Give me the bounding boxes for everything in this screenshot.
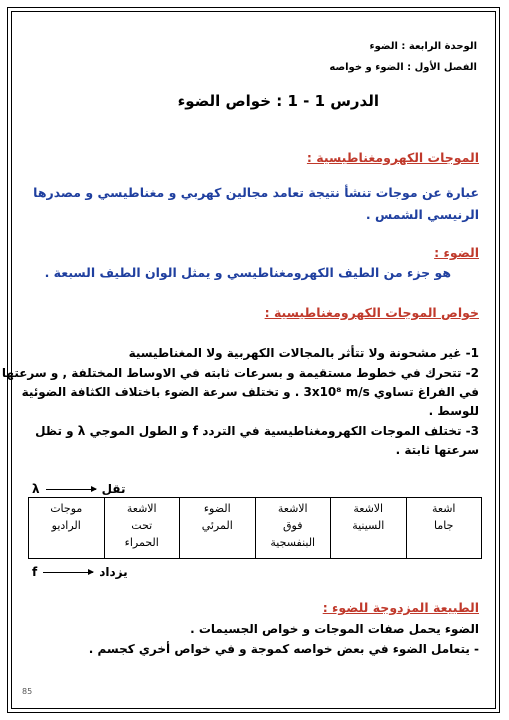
chapter-header: الفصل الأول : الضوء و خواصه	[329, 62, 477, 73]
f-trend-label: يزداد	[99, 565, 128, 579]
frequency-trend	[32, 565, 128, 579]
em-spectrum-table	[28, 497, 482, 559]
spectrum-cell-gamma: اشعة جاما	[406, 498, 482, 559]
property-2-line2: في الفراغ تساوي 3x10⁸ m/s . و تختلف سرعة الضوء باختلاف الكثافة الضوئية	[21, 385, 479, 399]
property-1: 1- غير مشحونة ولا تتأثر بالمجالات الكهربية ولا المغناطيسية	[128, 346, 479, 360]
page-number: 85	[22, 687, 33, 696]
dual-nature-heading: الطبيعة المزدوجة للضوء :	[322, 600, 479, 615]
property-3-line1: 3- تختلف الموجات الكهرومغناطيسية في التردد f و الطول الموجي λ و تظل	[35, 424, 479, 438]
spectrum-cell-visible: الضوء المرئي	[180, 498, 256, 559]
property-2-line1: 2- تتحرك في خطوط مستقيمة و بسرعات ثابته في الاوساط المختلفة , و سرعتها	[1, 366, 479, 380]
dual-nature-line1: الضوء يحمل صفات الموجات و خواص الجسيمات .	[190, 622, 479, 636]
arrow-right-icon	[43, 572, 93, 573]
property-2-line3: للوسط .	[428, 404, 479, 418]
spectrum-cell-infrared: الاشعة تحت الحمراء	[104, 498, 180, 559]
spectrum-cell-xray: الاشعة السينية	[331, 498, 407, 559]
unit-header: الوحدة الرابعة : الضوء	[369, 41, 477, 52]
light-definition: هو جزء من الطيف الكهرومغناطيسي و يمثل الوان الطيف السبعة .	[44, 265, 451, 280]
light-heading: الضوء :	[434, 245, 479, 260]
lesson-title: الدرس 1 - 1 : خواص الضوء	[177, 92, 379, 110]
wavelength-trend	[32, 482, 125, 496]
spectrum-cell-radio: موجات الراديو	[29, 498, 105, 559]
arrow-right-icon	[46, 489, 96, 490]
lambda-trend-label: تقل	[101, 482, 126, 496]
lambda-symbol: λ	[32, 482, 40, 496]
property-3-line2: سرعتها ثابتة .	[395, 443, 479, 457]
spectrum-cell-ultraviolet: الاشعة فوق البنفسجية	[255, 498, 331, 559]
properties-heading: خواص الموجات الكهرومغناطيسية :	[264, 305, 479, 320]
dual-nature-line2: - يتعامل الضوء في بعض خواصه كموجة و في خواص أخري كجسم .	[88, 642, 479, 656]
table-row	[29, 498, 482, 559]
em-waves-line1: عبارة عن موجات تنشأ نتيجة تعامد مجالين كهربي و مغناطيسي و مصدرها	[33, 185, 479, 200]
em-waves-heading: الموجات الكهرومغناطيسية :	[306, 150, 479, 165]
em-waves-line2: الرنيسي الشمس .	[365, 207, 479, 222]
f-symbol: f	[32, 565, 38, 579]
